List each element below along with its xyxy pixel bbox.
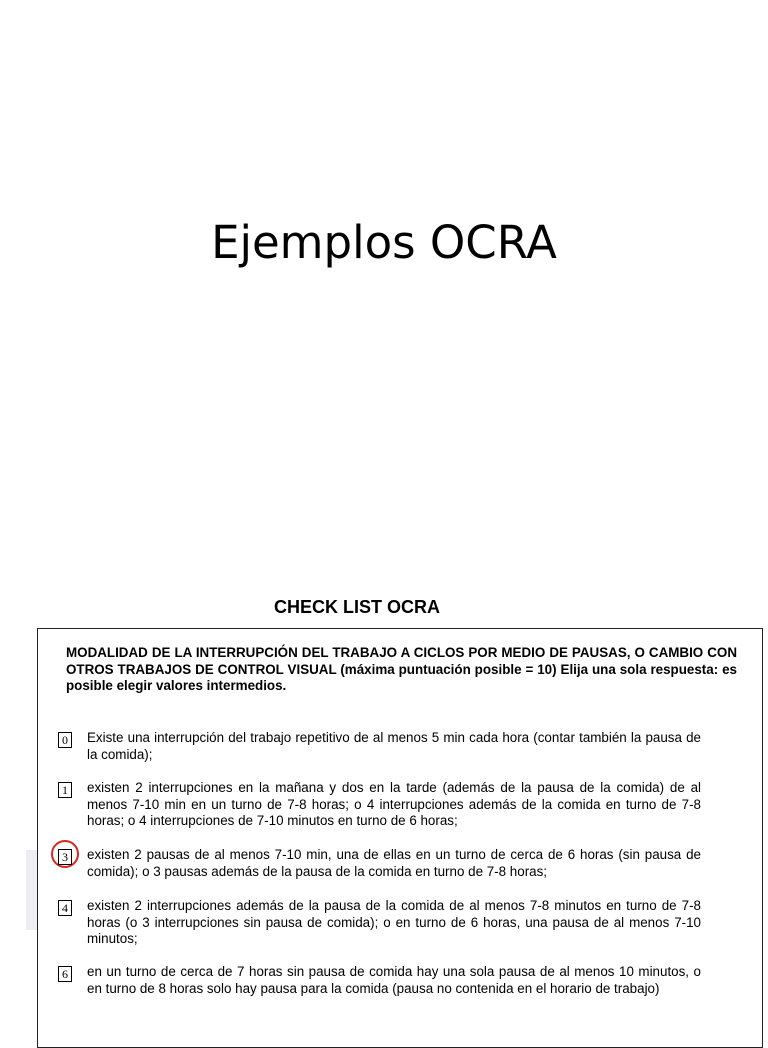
- checklist-box: [37, 628, 763, 1048]
- score-box[interactable]: 0: [58, 732, 72, 748]
- option-text: en un turno de cerca de 7 horas sin pausa de comida hay una sola pausa de al menos 10 minutos, o en turno de 8 horas solo hay pausa para la comida (pausa no contenida en el horario de trabajo): [87, 964, 701, 996]
- score-box[interactable]: 4: [58, 900, 72, 916]
- slide-title: Ejemplos OCRA: [211, 216, 557, 269]
- option-text: existen 2 interrupciones en la mañana y dos en la tarde (además de la pausa de la comida) de al menos 7-10 min en un turno de 7-8 horas; o 4 interrupciones además de la comida en turno de 7-8 horas; o 4 interrupciones de 7-10 minutos en turno de 6 horas;: [87, 780, 701, 829]
- edge-shadow: [26, 850, 37, 930]
- checklist-intro: MODALIDAD DE LA INTERRUPCIÓN DEL TRABAJO A CICLOS POR MEDIO DE PAUSAS, O CAMBIO CON OTROS TRABAJOS DE CONTROL VISUAL (máxima puntuación posible = 10) Elija una sola respuesta: es posible elegir valores intermedios.: [66, 645, 737, 693]
- score-box[interactable]: 3: [58, 849, 72, 865]
- score-box[interactable]: 6: [58, 966, 72, 982]
- checklist-heading: CHECK LIST OCRA: [274, 597, 440, 617]
- option-text: existen 2 pausas de al menos 7-10 min, una de ellas en un turno de cerca de 6 horas (sin pausa de comida); o 3 pausas además de la pausa de la comida en turno de 7-8 horas;: [87, 847, 701, 879]
- option-text: existen 2 interrupciones además de la pausa de la comida de al menos 7-8 minutos en turno de 7-8 horas (o 3 interrupciones sin pausa de comida); o en turno de 6 horas, una pausa de al menos 7-10 minutos;: [87, 898, 701, 947]
- option-text: Existe una interrupción del trabajo repetitivo de al menos 5 min cada hora (contar también la pausa de la comida);: [87, 730, 701, 762]
- score-box[interactable]: 1: [58, 782, 72, 798]
